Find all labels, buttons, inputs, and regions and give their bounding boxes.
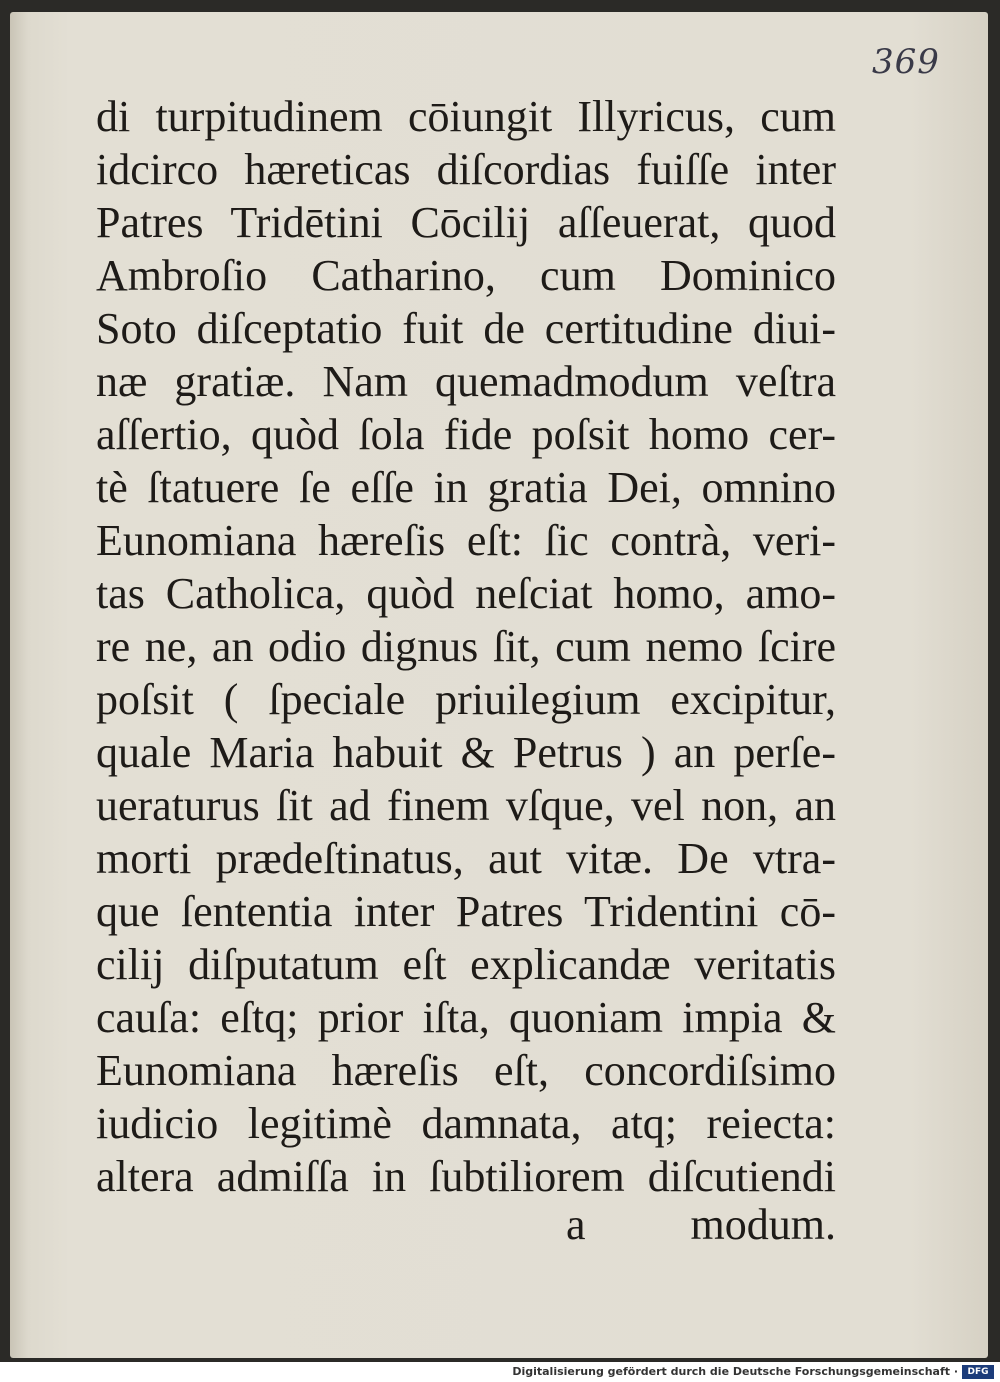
text-line: quale Maria habuit & Petrus ) an perſe-: [96, 728, 836, 777]
text-line: morti prædeſtinatus, aut vitæ. De vtra-: [96, 834, 836, 883]
text-line: Patres Tridētini Cōcilij aſſeuerat, quod: [96, 198, 836, 247]
text-line: cilij diſputatum eſt explicandæ veritatis: [96, 940, 836, 989]
text-line: Ambroſio Catharino, cum Dominico: [96, 251, 836, 300]
text-line: aſſertio, quòd ſola fide poſsit homo cer-: [96, 410, 836, 459]
catchword: modum.: [690, 1200, 836, 1249]
text-line: di turpitudinem cōiungit Illyricus, cum: [96, 92, 836, 141]
body-text: [96, 90, 836, 1203]
text-line: næ gratiæ. Nam quemadmodum veſtra: [96, 357, 836, 406]
signature-mark: a: [566, 1200, 586, 1249]
text-line: que ſententia inter Patres Tridentini cō-: [96, 887, 836, 936]
text-line: tè ſtatuere ſe eſſe in gratia Dei, omnino: [96, 463, 836, 512]
dfg-logo-icon: DFG: [962, 1365, 994, 1379]
text-line: Soto diſceptatio fuit de certitudine diui-: [96, 304, 836, 353]
text-line: tas Catholica, quòd neſciat homo, amo-: [96, 569, 836, 618]
footer-bar: [0, 1362, 1000, 1382]
text-line: cauſa: eſtq; prior iſta, quoniam impia &: [96, 993, 836, 1042]
text-line: Eunomiana hæreſis eſt, concordiſsimo: [96, 1046, 836, 1095]
text-line: ueraturus ſit ad finem vſque, vel non, an: [96, 781, 836, 830]
funding-credit: Digitalisierung gefördert durch die Deutsche Forschungsgemeinschaft ·: [512, 1365, 958, 1378]
page-number: 369: [872, 42, 940, 82]
catchword-line: [96, 1198, 836, 1251]
text-line: Eunomiana hæreſis eſt: ſic contrà, veri-: [96, 516, 836, 565]
text-line: re ne, an odio dignus ſit, cum nemo ſcire: [96, 622, 836, 671]
text-line: iudicio legitimè damnata, atq; reiecta:: [96, 1099, 836, 1148]
text-line: altera admiſſa in ſubtiliorem diſcutiendi: [96, 1152, 836, 1201]
text-line: poſsit ( ſpeciale priuilegium excipitur,: [96, 675, 836, 724]
text-line: idcirco hæreticas diſcordias fuiſſe inter: [96, 145, 836, 194]
